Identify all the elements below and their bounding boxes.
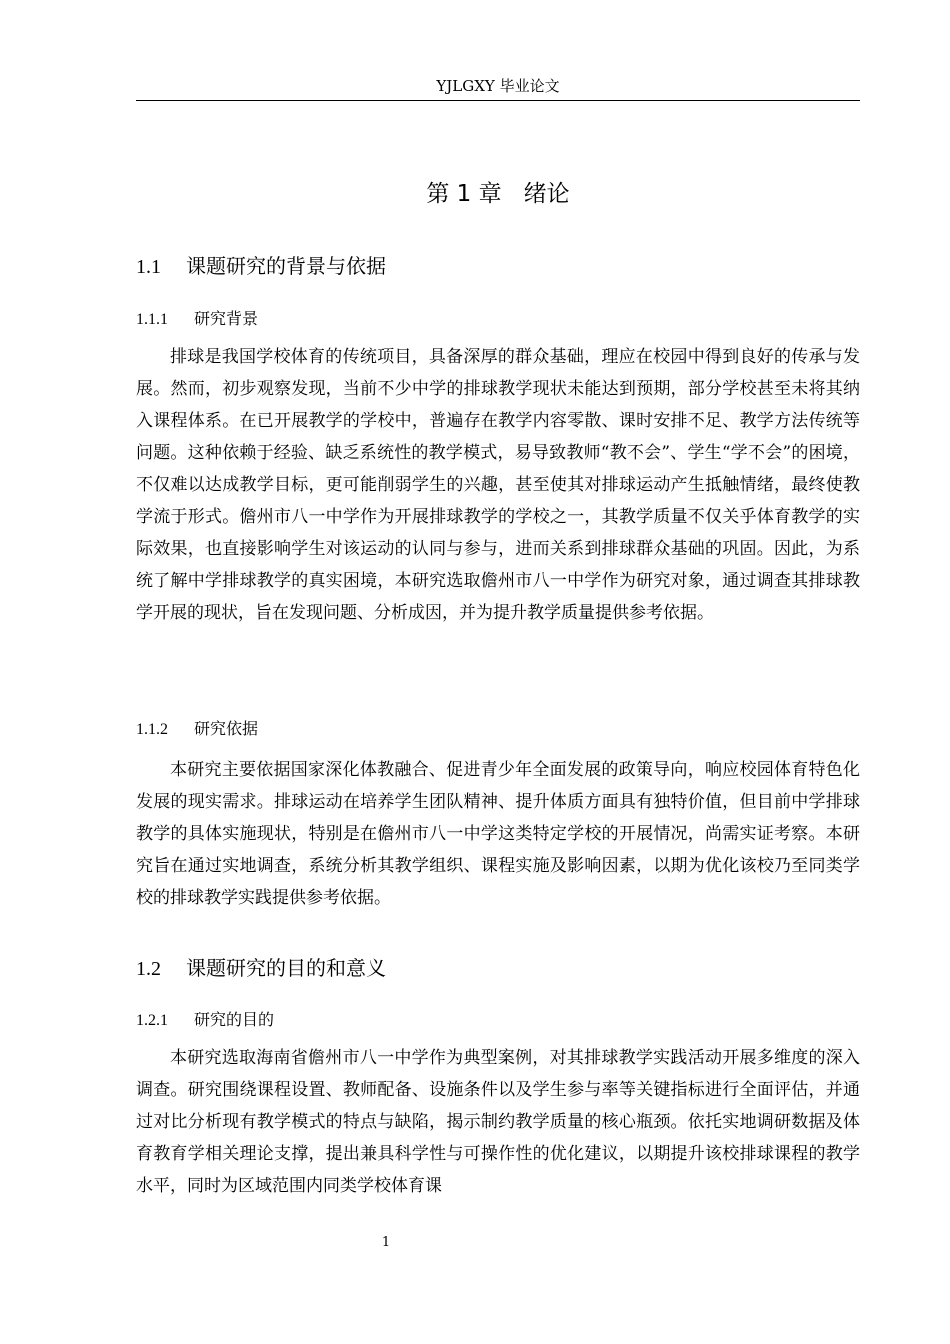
section-number: 1.1 (136, 256, 161, 278)
chapter-number: 第 1 章 (426, 181, 502, 207)
section-title: 课题研究的背景与依据 (186, 254, 386, 278)
subsection-title: 研究的目的 (194, 1010, 275, 1029)
paragraph-research-purpose: 本研究选取海南省儋州市八一中学作为典型案例，对其排球教学实践活动开展多维度的深入调查。研究围绕课程设置、教师配备、设施条件以及学生参与率等关键指标进行全面评估，并通过对比分析现有教学模式的特点与缺陷，揭示制约教学质量的核心瓶颈。依托实地调研数据及体育教育学相关理论支撑，提出兼具科学性与可操作性的优化建议，以期提升该校排球课程的教学水平，同时为区域范围内同类学校体育课 (136, 1048, 860, 1196)
running-header: YJLGXY 毕业论文 (436, 77, 560, 95)
section-title: 课题研究的目的和意义 (186, 956, 386, 980)
section-number: 1.2 (136, 958, 161, 980)
subsection-heading-1-1-2 (136, 717, 258, 742)
subsection-number: 1.1.2 (136, 721, 168, 738)
paragraph-research-basis: 本研究主要依据国家深化体教融合、促进青少年全面发展的政策导向，响应校园体育特色化发展的现实需求。排球运动在培养学生团队精神、提升体质方面具有独特价值，但目前中学排球教学的具体实施现状，特别是在儋州市八一中学这类特定学校的开展情况，尚需实证考察。本研究旨在通过实地调查，系统分析其教学组织、课程实施及影响因素，以期为优化该校乃至同类学校的排球教学实践提供参考依据。 (136, 760, 860, 908)
subsection-heading-1-2-1 (136, 1008, 274, 1033)
header-rule (136, 100, 860, 101)
section-heading-1-1 (136, 252, 386, 281)
chapter-name: 绪论 (523, 181, 570, 207)
subsection-number: 1.2.1 (136, 1012, 168, 1029)
subsection-title: 研究背景 (194, 309, 259, 328)
subsection-title: 研究依据 (194, 719, 259, 738)
chapter-title (136, 178, 860, 210)
paragraph-research-background: 排球是我国学校体育的传统项目，具备深厚的群众基础，理应在校园中得到良好的传承与发展。然而，初步观察发现，当前不少中学的排球教学现状未能达到预期，部分学校甚至未将其纳入课程体系。在已开展教学的学校中，普遍存在教学内容零散、课时安排不足、教学方法传统等问题。这种依赖于经验、缺乏系统性的教学模式，易导致教师“教不会”、学生“学不会”的困境，不仅难以达成教学目标，更可能削弱学生的兴趣，甚至使其对排球运动产生抵触情绪，最终使教学流于形式。儋州市八一中学作为开展排球教学的学校之一，其教学质量不仅关乎体育教学的实际效果，也直接影响学生对该运动的认同与参与，进而关系到排球群众基础的巩固。因此，为系统了解中学排球教学的真实困境，本研究选取儋州市八一中学作为研究对象，通过调查其排球教学开展的现状，旨在发现问题、分析成因，并为提升教学质量提供参考依据。 (136, 347, 860, 623)
subsection-number: 1.1.1 (136, 311, 168, 328)
subsection-heading-1-1-1 (136, 307, 258, 332)
section-heading-1-2 (136, 954, 386, 983)
page-number: 1 (381, 1235, 391, 1250)
